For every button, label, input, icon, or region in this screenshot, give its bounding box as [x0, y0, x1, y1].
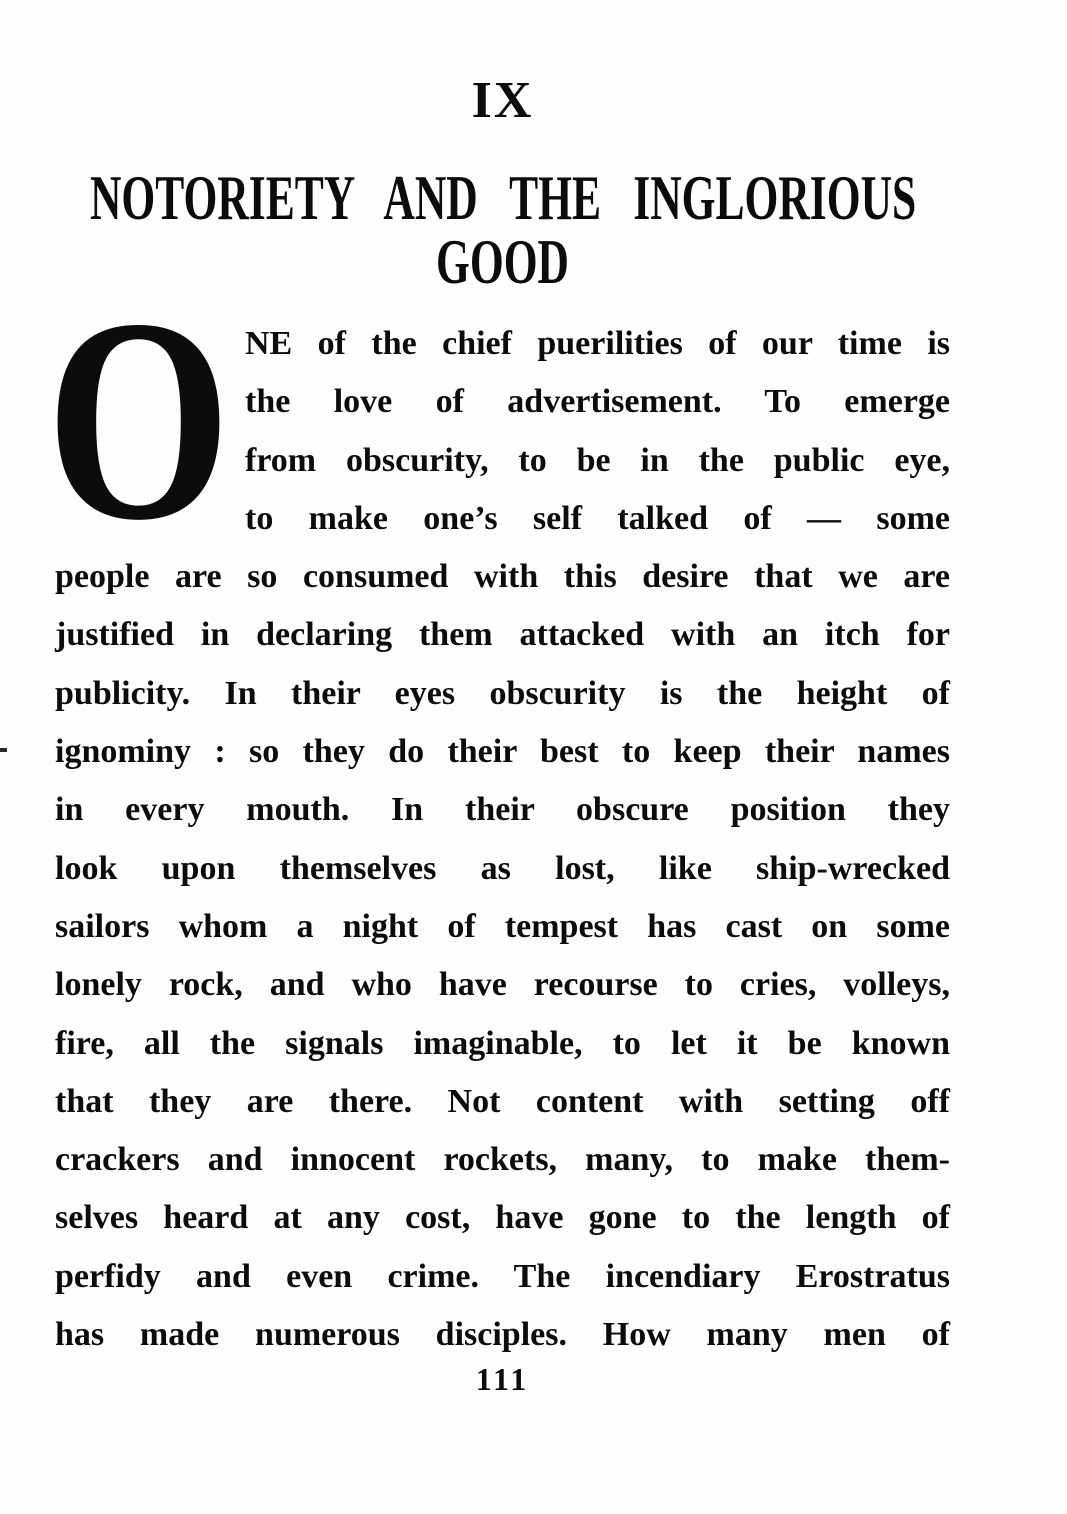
text-line: to make one’s self talked of — some — [245, 499, 950, 537]
text-line: has made numerous disciples. How many men of — [55, 1316, 950, 1354]
text-line: from obscurity, to be in the public eye, — [245, 441, 950, 479]
page-number: 111 — [475, 1361, 530, 1397]
text-line: that they are there. Not content with setting off — [55, 1082, 950, 1120]
chapter-title-line-2: GOOD — [436, 226, 569, 297]
text-line: perfidy and even crime. The incendiary Erostratus — [55, 1257, 950, 1295]
text-line: NE of the chief puerilities of our time is — [245, 325, 950, 362]
chapter-title-line-1: NOTORIETY AND THE INGLORIOUS — [90, 162, 917, 233]
drop-cap-initial: O — [46, 259, 231, 580]
chapter-number: IX — [471, 72, 534, 129]
text-line: justified in declaring them attacked with an itch for — [55, 616, 950, 654]
text-line: sailors whom a night of tempest has cast on some — [55, 907, 950, 945]
text-line: the love of advertisement. To emerge — [245, 383, 950, 421]
body-text — [55, 315, 950, 1364]
text-line: in every mouth. In their obscure position they — [55, 791, 950, 829]
text-line: selves heard at any cost, have gone to the length of — [55, 1199, 950, 1237]
text-line: look upon themselves as lost, like ship-wrecked — [55, 849, 950, 887]
text-line: ignominy : so they do their best to keep their names — [55, 733, 950, 771]
text-line: people are so consumed with this desire that we are — [55, 558, 950, 596]
text-line: publicity. In their eyes obscurity is the height of — [55, 674, 950, 712]
scan-artifact — [0, 748, 7, 752]
text-line: lonely rock, and who have recourse to cries, volleys, — [55, 966, 950, 1004]
text-line: crackers and innocent rockets, many, to make them- — [55, 1141, 950, 1179]
text-line: fire, all the signals imaginable, to let it be known — [55, 1024, 950, 1062]
